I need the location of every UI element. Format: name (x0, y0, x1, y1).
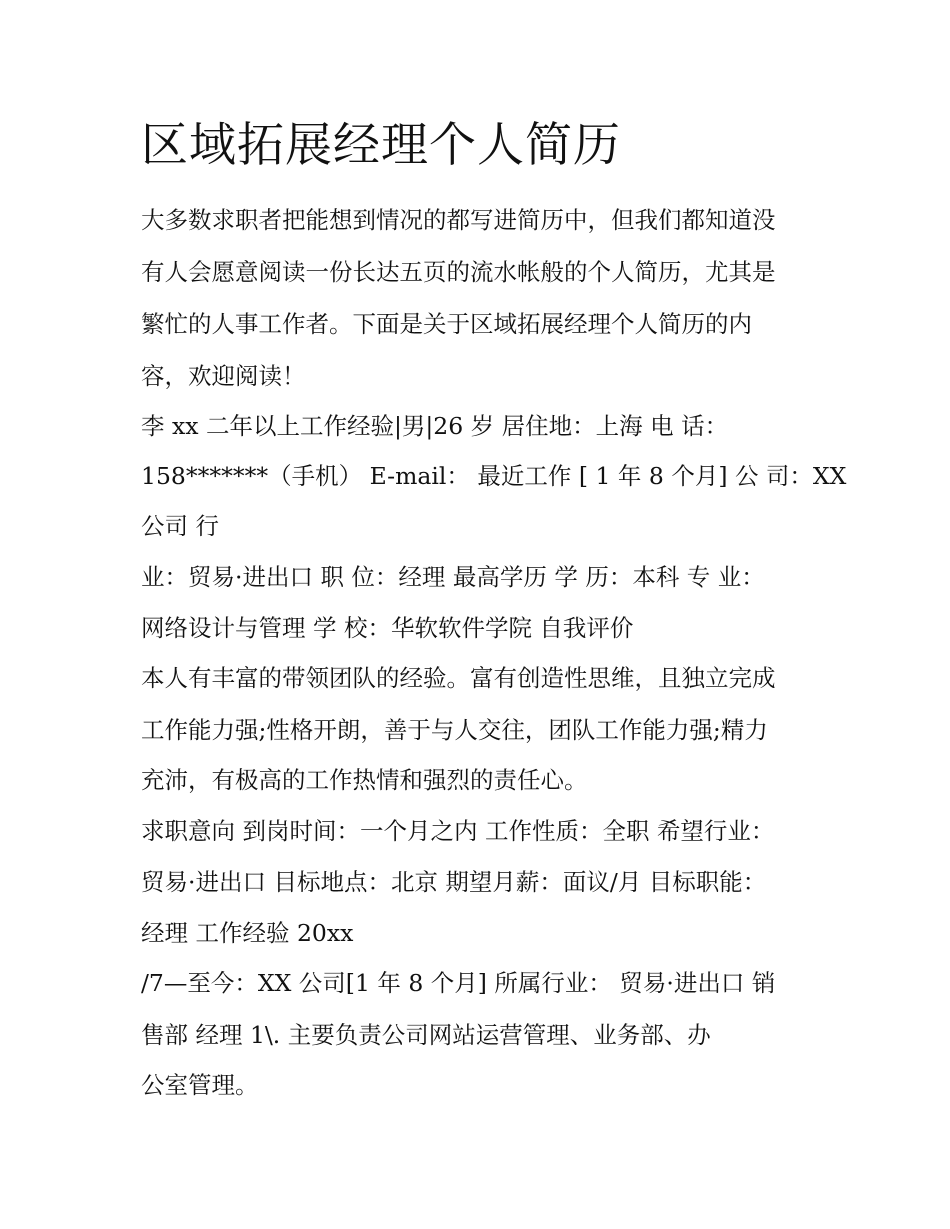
body-line: 本人有丰富的带领团队的经验。富有创造性思维，且独立完成 (141, 664, 776, 692)
document-title: 区域拓展经理个人简历 (141, 118, 621, 173)
body-line: 容，欢迎阅读！ (141, 362, 306, 390)
body-line: 繁忙的人事工作者。下面是关于区域拓展经理个人简历的内 (141, 310, 752, 338)
body-line: 经理 工作经验 20xx (141, 919, 354, 947)
body-line: 公司 行 (141, 512, 219, 540)
body-line: 公室管理。 (141, 1071, 259, 1099)
body-line: 大多数求职者把能想到情况的都写进简历中，但我们都知道没 (141, 206, 776, 234)
body-line: 售部 经理 1\. 主要负责公司网站运营管理、业务部、办 (141, 1021, 711, 1049)
body-line: 有人会愿意阅读一份长达五页的流水帐般的个人简历，尤其是 (141, 258, 776, 286)
body-line: 求职意向 到岗时间：一个月之内 工作性质：全职 希望行业： (141, 817, 775, 845)
body-line: 158*******（手机） E-mail： 最近工作 [ 1 年 8 个月] 公 司：XX (141, 462, 847, 490)
body-line: 充沛，有极高的工作热情和强烈的责任心。 (141, 766, 588, 794)
body-line: 网络设计与管理 学 校：华软软件学院 自我评价 (141, 614, 634, 642)
body-line: /7—至今：XX 公司[1 年 8 个月] 所属行业： 贸易·进出口 销 (141, 969, 776, 997)
body-line: 李 xx 二年以上工作经验|男|26 岁 居住地：上海 电 话： (141, 412, 729, 440)
body-line: 工作能力强;性格开朗，善于与人交往，团队工作能力强;精力 (141, 716, 768, 744)
body-line: 业：贸易·进出口 职 位：经理 最高学历 学 历：本科 专 业： (141, 563, 765, 591)
body-line: 贸易·进出口 目标地点：北京 期望月薪：面议/月 目标职能： (141, 868, 767, 896)
